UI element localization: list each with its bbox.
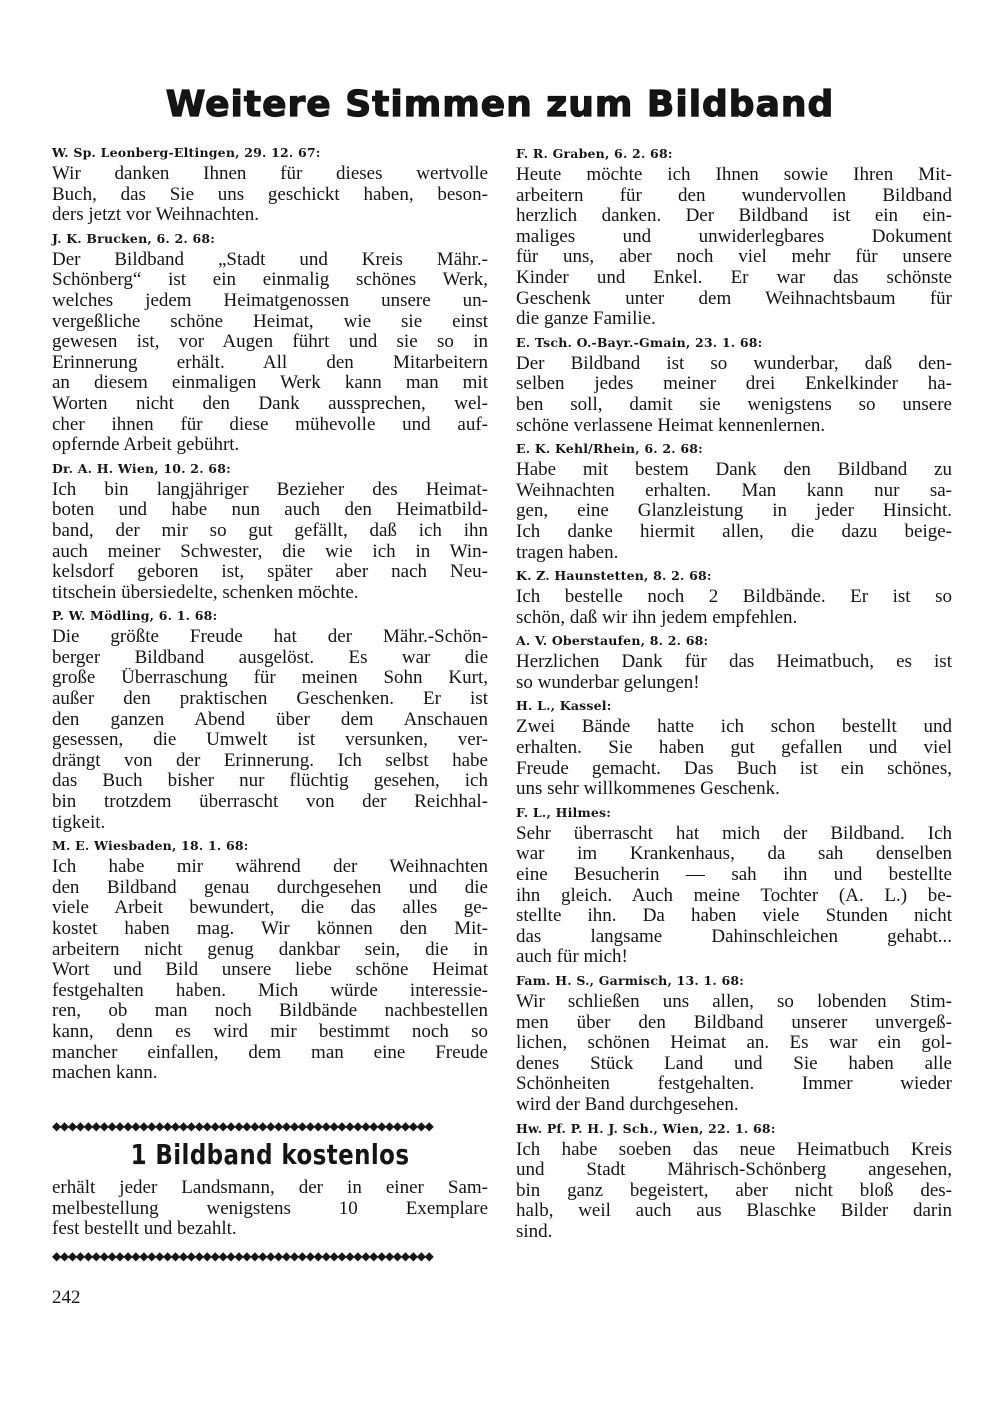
letter-text-line: bin ganz begeistert, aber nicht bloß des-	[516, 1180, 952, 1201]
letter-text-line: Erinnerung erhält. All den Mitarbeitern	[52, 352, 488, 373]
letter-text-line: und Stadt Mährisch-Schönberg angesehen,	[516, 1160, 952, 1181]
right-column	[516, 141, 952, 1243]
letter-text-line: große Überraschung für meinen Sohn Kurt,	[52, 668, 488, 689]
letter-text-line: außer den praktischen Geschenken. Er ist	[52, 689, 488, 710]
letter-text-line: sind.	[516, 1221, 553, 1242]
letter-text-line: wird der Band durchgesehen.	[516, 1094, 739, 1115]
letter-attribution: M. E. Wiesbaden, 18. 1. 68:	[52, 838, 249, 854]
letter-text-line: Ich habe mir während der Weihnachten	[52, 857, 488, 878]
diamond-divider-bottom: ◆◆◆◆◆◆◆◆◆◆◆◆◆◆◆◆◆◆◆◆◆◆◆◆◆◆◆◆◆◆◆◆◆◆◆◆◆◆◆◆◆◆◆◆◆◆◆◆	[52, 1250, 433, 1262]
page-number: 242	[52, 1287, 81, 1308]
letter-text-line: kostet haben mag. Wir können den Mit-	[52, 919, 488, 939]
letter-text-line: stellte ihn. Da haben viele Stunden nicht	[516, 906, 952, 927]
letter-text-line: kelsdorf geboren ist, später aber nach Neu-	[52, 562, 488, 583]
letter-text-line: maliges und unwiderlegbares Dokument	[516, 226, 952, 247]
letter-text-line: ben soll, damit sie wenigstens so unsere	[516, 394, 952, 415]
letter-text-line: auch für mich!	[516, 947, 628, 968]
letter-text-line: denes Stück Land und Sie haben alle	[516, 1053, 952, 1074]
letter-text-line: Ich habe soeben das neue Heimatbuch Kreis	[516, 1139, 952, 1160]
letter-text-line: Der Bildband „Stadt und Kreis Mähr.-	[52, 249, 488, 270]
letter-text-line: men über den Bildband unserer unvergeß-	[516, 1012, 952, 1033]
letter-text-line: Zwei Bände hatte ich schon bestellt und	[516, 717, 952, 738]
letter-text-line: kann, denn es wird mir bestimmt noch so	[52, 1021, 488, 1042]
letter-text-line: erhalten. Sie haben gut gefallen und viel	[516, 738, 952, 759]
letter-attribution: J. K. Brucken, 6. 2. 68:	[52, 230, 216, 246]
letter-text-line: vergeßliche schöne Heimat, wie sie einst	[52, 311, 488, 332]
letter-attribution: A. V. Oberstaufen, 8. 2. 68:	[516, 633, 709, 649]
letter-text-line: an diesem einmaligen Werk kann man mit	[52, 373, 488, 394]
letter-text-line: schön, daß wir ihn jedem empfehlen.	[516, 607, 798, 628]
letter-attribution: F. R. Graben, 6. 2. 68:	[516, 146, 673, 161]
letter-text-line: halb, weil auch aus Blaschke Bilder darin	[516, 1201, 952, 1222]
promo-text-line: fest bestellt und bezahlt.	[52, 1219, 237, 1240]
letter-text-line: ren, ob man noch Bildbände nachbestellen	[52, 1001, 488, 1022]
page-title: Weitere Stimmen zum Bildband	[165, 84, 835, 125]
letter-text-line: so wunderbar gelungen!	[516, 672, 700, 693]
diamond-divider-top: ◆◆◆◆◆◆◆◆◆◆◆◆◆◆◆◆◆◆◆◆◆◆◆◆◆◆◆◆◆◆◆◆◆◆◆◆◆◆◆◆◆◆◆◆◆◆◆◆	[52, 1120, 433, 1132]
letter-text-line: opfernde Arbeit gebührt.	[52, 435, 240, 456]
letter-attribution: K. Z. Haunstetten, 8. 2. 68:	[516, 568, 712, 584]
letter-text-line: berger Bildband ausgelöst. Es war die	[52, 647, 488, 668]
letter-text-line: bin trotzdem überrascht von der Reichhal-	[52, 792, 488, 813]
letter-text-line: Wir danken Ihnen für dieses wertvolle	[52, 164, 488, 184]
letter-text-line: machen kann.	[52, 1063, 158, 1084]
letter-text-line: Herzlichen Dank für das Heimatbuch, es ist	[516, 652, 952, 673]
letter-text-line: Ich bestelle noch 2 Bildbände. Er ist so	[516, 587, 952, 608]
letter-text-line: ders jetzt vor Weihnachten.	[52, 205, 260, 226]
letter-text-line: ihn gleich. Auch meine Tochter (A. L.) be-	[516, 885, 952, 906]
letter-text-line: Ich bin langjähriger Bezieher des Heimat-	[52, 479, 488, 500]
letter-text-line: Geschenk unter dem Weihnachtsbaum für	[516, 288, 952, 309]
letter-text-line: welches jedem Heimatgenossen unsere un-	[52, 290, 488, 311]
letter-text-line: boten und habe nun auch den Heimatbild-	[52, 500, 488, 521]
letter-text-line: lichen, schönen Heimat an. Es war ein gol-	[516, 1033, 952, 1054]
letter-attribution: Fam. H. S., Garmisch, 13. 1. 68:	[516, 973, 745, 988]
letter-text-line: das langsame Dahinschleichen gehabt...	[516, 926, 952, 947]
letter-text-line: Schönheiten festgehalten. Immer wieder	[516, 1074, 952, 1095]
letter-text-line: herzlich danken. Der Bildband ist ein ein-	[516, 206, 952, 227]
letter-text-line: auch meiner Schwester, die wie ich in Win-	[52, 541, 488, 562]
letter-text-line: war im Krankenhaus, da sah denselben	[516, 844, 952, 865]
letter-text-line: Weihnachten erhalten. Man kann nur sa-	[516, 480, 952, 501]
letter-text-line: Der Bildband ist so wunderbar, daß den-	[516, 353, 952, 374]
letter-text-line: Buch, das Sie uns geschickt haben, beson-	[52, 184, 488, 205]
letter-text-line: Wir schließen uns allen, so lobenden Stim-	[516, 992, 952, 1012]
letter-text-line: Die größte Freude hat der Mähr.-Schön-	[52, 627, 488, 648]
letter-text-line: selben jedes meiner drei Enkelkinder ha-	[516, 374, 952, 395]
letter-text-line: für uns, aber noch viel mehr für unsere	[516, 247, 952, 268]
letter-text-line: Sehr überrascht hat mich der Bildband. Ich	[516, 823, 952, 844]
letter-attribution: E. K. Kehl/Rhein, 6. 2. 68:	[516, 441, 703, 457]
letter-text-line: viele Arbeit bewundert, die das alles ge-	[52, 898, 488, 919]
letter-text-line: gen, eine Glanzleistung in jeder Hinsicht.	[516, 501, 952, 522]
letter-text-line: festgehalten haben. Mich würde interessie-	[52, 980, 488, 1001]
promo-text-line: melbestellung wenigstens 10 Exemplare	[52, 1198, 488, 1219]
promo-title: 1 Bildband kostenlos	[130, 1138, 410, 1171]
letter-text-line: Habe mit bestem Dank den Bildband zu	[516, 460, 952, 481]
letter-text-line: Worten nicht den Dank aussprechen, wel-	[52, 393, 488, 414]
letter-text-line: cher ihnen für diese mühevolle und auf-	[52, 414, 488, 435]
letter-attribution: Hw. Pf. P. H. J. Sch., Wien, 22. 1. 68:	[516, 1120, 776, 1136]
letter-attribution: Dr. A. H. Wien, 10. 2. 68:	[52, 460, 231, 476]
letter-text-line: mancher einfallen, dem man eine Freude	[52, 1042, 488, 1063]
letter-text-line: Heute möchte ich Ihnen sowie Ihren Mit-	[516, 165, 952, 185]
letter-text-line: das Buch bisher nur flüchtig gesehen, ich	[52, 771, 488, 792]
letter-text-line: drängt von der Erinnerung. Ich selbst habe	[52, 750, 488, 771]
left-column	[52, 140, 488, 1084]
letter-text-line: Freude gemacht. Das Buch ist ein schönes,	[516, 758, 952, 779]
letter-text-line: den Bildband genau durchgesehen und die	[52, 877, 488, 898]
letter-attribution: E. Tsch. O.-Bayr.-Gmain, 23. 1. 68:	[516, 334, 763, 350]
letter-attribution: W. Sp. Leonberg-Eltingen, 29. 12. 67:	[52, 145, 321, 160]
letter-text-line: eine Besucherin — sah ihn und bestellte	[516, 865, 952, 886]
letter-attribution: P. W. Mödling, 6. 1. 68:	[52, 608, 218, 624]
letter-text-line: band, der mir so gut gefällt, daß ich ihn	[52, 520, 488, 541]
letter-text-line: Schönberg“ ist ein einmalig schönes Werk,	[52, 270, 488, 291]
letter-text-line: die ganze Familie.	[516, 309, 656, 330]
letter-text-line: titschein übersiedelte, schenken möchte.	[52, 582, 359, 603]
letter-text-line: arbeitern nicht genug dankbar sein, die in	[52, 939, 488, 960]
letter-text-line: uns sehr willkommenes Geschenk.	[516, 779, 780, 800]
letter-attribution: F. L., Hilmes:	[516, 804, 612, 820]
letter-text-line: Ich danke hiermit allen, die dazu beige-	[516, 521, 952, 542]
promo-text-line: erhält jeder Landsmann, der in einer Sam-	[52, 1178, 488, 1198]
letter-text-line: arbeitern für den wundervollen Bildband	[516, 185, 952, 206]
letter-text-line: schöne verlassene Heimat kennenlernen.	[516, 415, 826, 436]
letter-text-line: Kinder und Enkel. Er war das schönste	[516, 267, 952, 288]
letter-text-line: tragen haben.	[516, 542, 619, 563]
letter-text-line: Wort und Bild unsere liebe schöne Heimat	[52, 960, 488, 981]
letter-text-line: den ganzen Abend über dem Anschauen	[52, 709, 488, 730]
promo-text	[52, 1178, 488, 1240]
letter-text-line: tigkeit.	[52, 812, 106, 833]
letter-text-line: gewesen ist, vor Augen führt und sie so in	[52, 332, 488, 353]
letter-text-line: gesessen, die Umwelt ist versunken, ver-	[52, 730, 488, 751]
letter-attribution: H. L., Kassel:	[516, 698, 612, 714]
